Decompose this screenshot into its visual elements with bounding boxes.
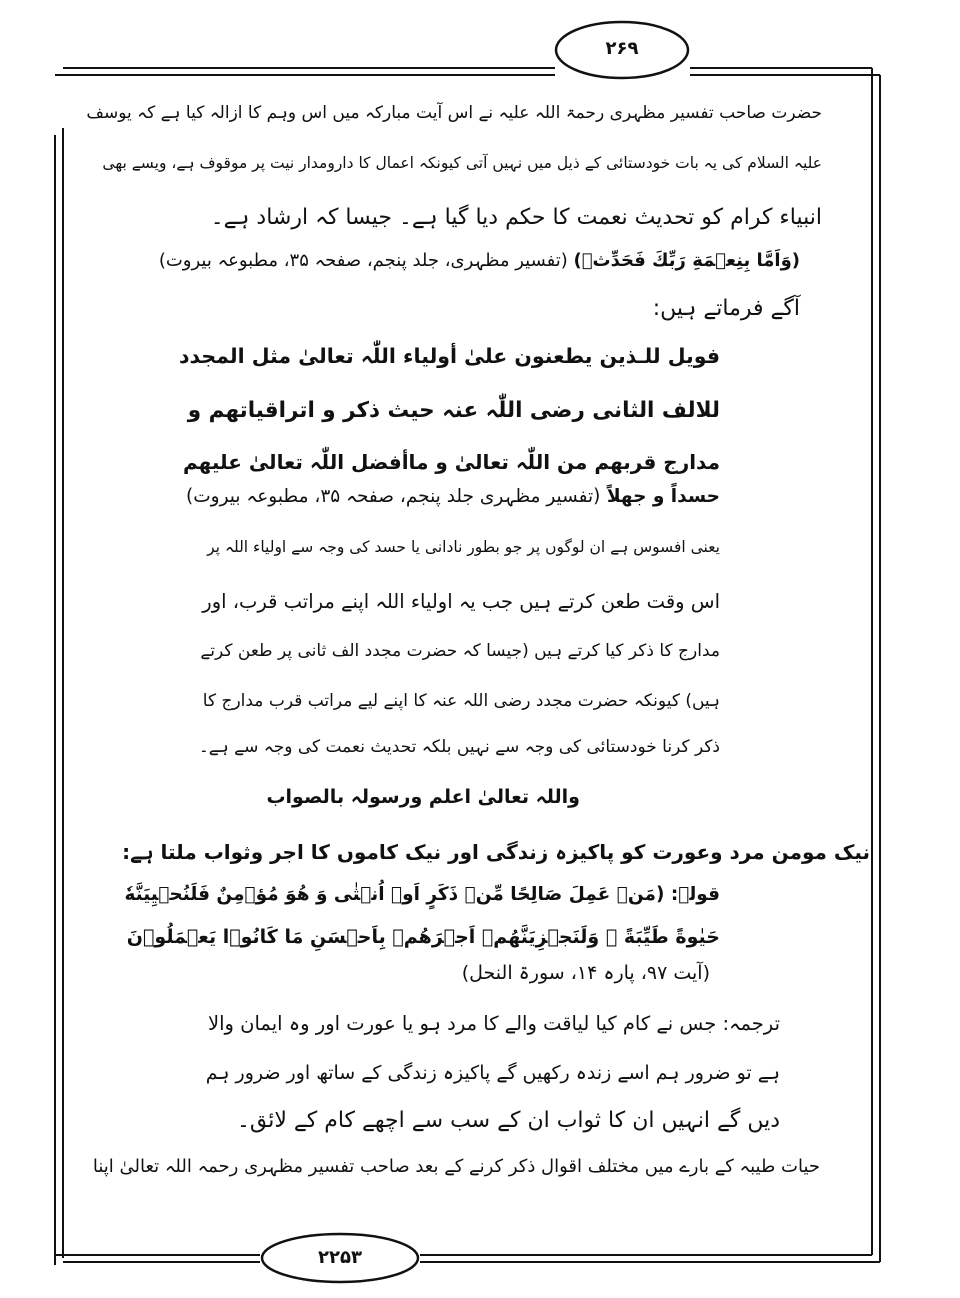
quran-line-2: حَيٰوةً طَيِّبَةً ۚ وَلَنَجۡزِيَنَّهُمۡ اَجۡرَهُمۡ بِاَحۡسَنِ مَا كَانُوۡا يَعۡمَلُوۡنَ: [126, 926, 720, 948]
section-heading: نیک مومن مرد وعورت کو پاکیزہ زندگی اور نیک کاموں کا اجر وثواب ملتا ہے:: [122, 840, 870, 864]
last-line: حیات طیبہ کے بارے میں مختلف اقوال ذکر کرنے کے بعد صاحب تفسیر مظہری رحمہ اللہ تعالیٰ اپنا: [92, 1156, 820, 1177]
translation1-line-5: ذکر کرنا خودستائی کی وجہ سے نہیں بلکہ تحدیث نعمت کی وجہ سے ہے۔: [198, 737, 720, 757]
translation1-line-2: اس وقت طعن کرتے ہیں جب یہ اولیاء اللہ اپنے مراتب قرب، اور: [202, 590, 720, 613]
arabic-line-4: [180, 486, 720, 507]
paragraph1-line-1: حضرت صاحب تفسیر مظہری رحمۃ اللہ علیہ نے اس آیت مبارکہ میں اس وہم کا ازالہ کیا ہے کہ یوسف: [86, 103, 822, 123]
arabic-line-4-text: حسداً و جهلاً: [606, 486, 720, 507]
arabic-reference: (تفسیر مظہری جلد پنجم، صفحہ ۳۵، مطبوعہ بیروت): [186, 486, 601, 507]
intro-text: آگے فرماتے ہیں:: [652, 296, 800, 321]
translation1-line-4: ہیں) کیونکہ حضرت مجدد رضی اللہ عنہ کا اپنے لیے مراتب قرب مدارج کا: [202, 691, 720, 711]
quote1-verse: (وَاَمَّا بِنِعۡمَةِ رَبِّكَ فَحَدِّثۡ): [573, 250, 800, 271]
arabic-line-3: مدارج قربھم من اللّٰہ تعالیٰ و ماأفضل اللّٰہ تعالیٰ علیھم: [182, 450, 720, 474]
header-page-number: ۲۶۹: [605, 38, 639, 59]
quote1-reference: (تفسیر مظہری، جلد پنجم، صفحہ ۳۵، مطبوعہ بیروت): [158, 250, 568, 271]
translation2-line-1: ترجمہ: جس نے کام کیا لیاقت والے کا مرد ہو یا عورت اور وہ ایمان والا: [208, 1012, 780, 1035]
quran-line-1: قولہ: (مَنۡ عَمِلَ صَالِحًا مِّنۡ ذَكَرٍ اَوۡ اُنۡثٰى وَ هُوَ مُؤۡمِنٌ فَلَنُحۡيِيَنَّهٗ: [124, 884, 720, 905]
translation1-line-1: یعنی افسوس ہے ان لوگوں پر جو بطور نادانی یا حسد کی وجہ سے اولیاء اللہ پر: [207, 538, 720, 556]
paragraph1-line-3: انبیاء کرام کو تحدیث نعمت کا حکم دیا گیا ہے۔ جیسا کہ ارشاد ہے۔: [210, 205, 822, 230]
closing-text: واللہ تعالیٰ اعلم ورسولہ بالصواب: [266, 786, 580, 808]
translation1-line-3: مدارج کا ذکر کیا کرتے ہیں (جیسا کہ حضرت مجدد الف ثانی پر طعن کرتے: [200, 641, 720, 661]
quote1-block: [150, 250, 800, 271]
quran-reference: (آیت ۹۷، پارہ ۱۴، سورۃ النحل): [461, 962, 710, 984]
arabic-line-2: للالف الثانی رضی اللّٰہ عنہ حیث ذکر و اتراقیاتھم و: [187, 398, 720, 423]
arabic-line-1: فویل للـذین یطعنون علیٰ أولیاء اللّٰہ تعالیٰ مثل المجدد: [179, 344, 720, 368]
footer-page-number: ۲۲۵۳: [318, 1247, 362, 1268]
translation2-line-3: دیں گے انہیں ان کا ثواب ان کے سب سے اچھے کام کے لائق۔: [236, 1108, 780, 1133]
paragraph1-line-2: علیہ السلام کی یہ بات خودستائی کے ذیل میں نہیں آتی کیونکہ اعمال کا دارومدار نیت پر موقوف ہے، ویسے بھی: [102, 154, 822, 172]
translation2-line-2: ہے تو ضرور ہم اسے زندہ رکھیں گے پاکیزہ زندگی کے ساتھ اور ضرور ہم: [205, 1062, 780, 1084]
